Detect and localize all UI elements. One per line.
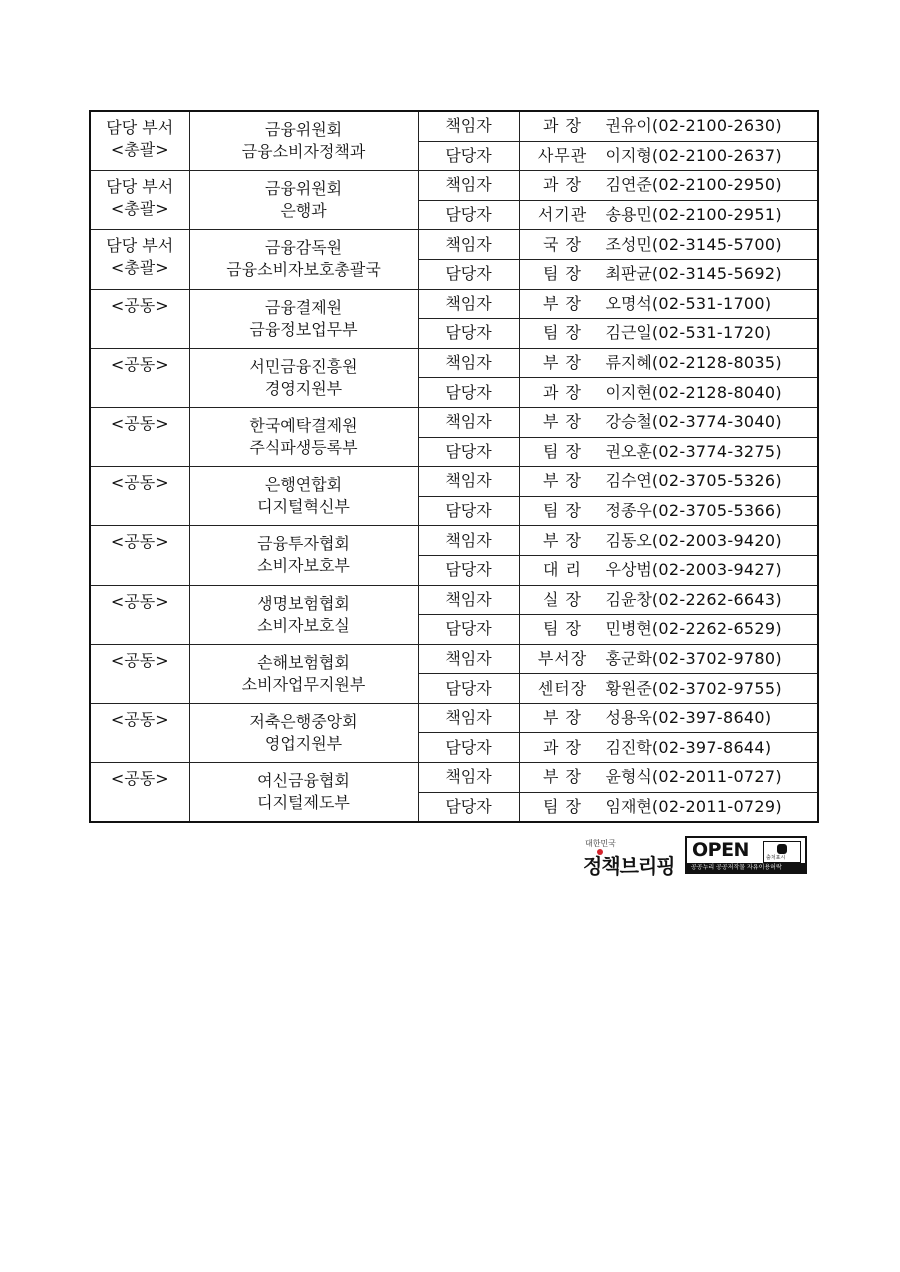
dept-line: 담당 부서 <box>106 177 174 197</box>
policy-briefing-logo <box>583 836 679 880</box>
person-phone: (02-2262-6643) <box>651 589 782 609</box>
org-line: 소비자보호실 <box>257 615 350 635</box>
role-cell: 담당자 <box>418 792 519 822</box>
org-cell <box>189 230 418 289</box>
dept-line: <총괄> <box>110 199 169 219</box>
person-phone: (02-3702-9780) <box>651 648 782 668</box>
person-cell <box>519 289 818 319</box>
role-cell: 책임자 <box>418 763 519 793</box>
table-row <box>90 526 818 556</box>
dept-line: <공동> <box>110 591 169 611</box>
person-cell <box>519 555 818 585</box>
org-line: 디지털혁신부 <box>257 497 350 517</box>
table-row <box>90 467 818 497</box>
person-phone: (02-2100-2950) <box>651 175 782 195</box>
person-cell <box>519 319 818 349</box>
attribution-box <box>763 841 801 863</box>
person-cell <box>519 200 818 230</box>
person-cell <box>519 763 818 793</box>
person-phone: (02-3705-5326) <box>651 471 782 491</box>
contact-table-body <box>90 111 818 822</box>
person-phone: (02-3702-9755) <box>651 678 782 698</box>
role-cell: 책임자 <box>418 230 519 260</box>
dept-cell <box>90 526 189 585</box>
person-cell <box>519 378 818 408</box>
org-line: 디지털제도부 <box>257 793 350 813</box>
dept-line: <공동> <box>110 295 169 315</box>
person-title: 과 장 <box>543 175 582 195</box>
person-name: 김연준 <box>605 175 652 195</box>
role-cell: 담당자 <box>418 555 519 585</box>
dept-line: <공동> <box>110 769 169 789</box>
person-cell <box>519 348 818 378</box>
contact-table <box>89 110 819 823</box>
role-cell: 담당자 <box>418 437 519 467</box>
org-line: 영업지원부 <box>264 733 343 753</box>
role-cell: 담당자 <box>418 733 519 763</box>
person-title: 팀 장 <box>543 501 582 521</box>
org-line: 생명보험협회 <box>257 593 350 613</box>
person-cell <box>519 674 818 704</box>
dept-cell <box>90 763 189 823</box>
person-cell <box>519 230 818 260</box>
role-cell: 담당자 <box>418 319 519 349</box>
person-title: 국 장 <box>543 234 582 254</box>
person-phone: (02-397-8644) <box>651 737 772 757</box>
org-line: 소비자보호부 <box>257 556 350 576</box>
dept-line: <공동> <box>110 354 169 374</box>
person-cell <box>519 526 818 556</box>
role-cell: 책임자 <box>418 703 519 733</box>
person-cell <box>519 615 818 645</box>
table-row <box>90 585 818 615</box>
table-row <box>90 703 818 733</box>
person-phone: (02-2003-9427) <box>651 560 782 580</box>
person-name: 김동오 <box>605 530 652 550</box>
role-cell: 책임자 <box>418 171 519 201</box>
org-line: 금융소비자보호총괄국 <box>226 260 381 280</box>
person-phone: (02-2011-0729) <box>651 796 782 816</box>
role-cell: 책임자 <box>418 644 519 674</box>
dept-line: <공동> <box>110 473 169 493</box>
person-title: 팀 장 <box>543 619 582 639</box>
role-cell: 담당자 <box>418 378 519 408</box>
person-name: 조성민 <box>605 234 652 254</box>
org-cell <box>189 289 418 348</box>
dept-line: <공동> <box>110 532 169 552</box>
person-phone: (02-2128-8040) <box>651 382 782 402</box>
person-name: 정종우 <box>605 501 652 521</box>
person-name: 이지현 <box>605 382 652 402</box>
person-name: 최판균 <box>605 264 652 284</box>
role-cell: 책임자 <box>418 526 519 556</box>
person-name: 강승철 <box>605 412 652 432</box>
dept-cell <box>90 467 189 526</box>
person-name: 윤형식 <box>605 767 652 787</box>
org-line: 주식파생등록부 <box>249 438 358 458</box>
org-line: 여신금융협회 <box>257 771 350 791</box>
person-phone: (02-2003-9420) <box>651 530 782 550</box>
person-name: 김진학 <box>605 737 652 757</box>
dept-line: 담당 부서 <box>106 118 174 137</box>
org-line: 금융정보업무부 <box>249 319 358 339</box>
person-phone: (02-3705-5366) <box>651 501 782 521</box>
role-cell: 책임자 <box>418 348 519 378</box>
person-title: 과 장 <box>543 737 582 757</box>
person-title: 서기관 <box>537 205 588 225</box>
role-cell: 담당자 <box>418 674 519 704</box>
person-name: 김근일 <box>605 323 652 343</box>
person-title: 부 장 <box>543 708 582 728</box>
person-title: 부 장 <box>543 293 582 313</box>
role-cell: 담당자 <box>418 200 519 230</box>
person-title: 부 장 <box>543 412 582 432</box>
person-cell <box>519 496 818 526</box>
org-cell <box>189 763 418 823</box>
person-cell <box>519 141 818 171</box>
dept-cell <box>90 111 189 171</box>
person-phone: (02-3774-3275) <box>651 441 782 461</box>
person-title: 팀 장 <box>543 441 582 461</box>
org-line: 금융위원회 <box>264 120 343 140</box>
person-title: 과 장 <box>543 116 582 136</box>
person-name: 성용욱 <box>605 708 652 728</box>
person-cell <box>519 467 818 497</box>
footer-logos <box>583 836 809 880</box>
person-cell <box>519 585 818 615</box>
org-cell <box>189 171 418 230</box>
role-cell: 책임자 <box>418 289 519 319</box>
person-cell <box>519 644 818 674</box>
person-cell <box>519 792 818 822</box>
org-line: 금융결제원 <box>264 297 343 317</box>
person-title: 부 장 <box>543 767 582 787</box>
person-phone: (02-2100-2630) <box>651 116 782 136</box>
person-phone: (02-2262-6529) <box>651 619 782 639</box>
person-cell <box>519 111 818 141</box>
open-badge-text: OPEN <box>692 839 749 861</box>
org-cell <box>189 111 418 171</box>
dept-cell <box>90 407 189 466</box>
role-cell: 담당자 <box>418 615 519 645</box>
attribution-label: 출처표시 <box>766 855 786 861</box>
person-name: 류지혜 <box>605 353 652 373</box>
person-title: 대 리 <box>543 560 582 580</box>
person-title: 부 장 <box>543 530 582 550</box>
person-title: 센터장 <box>537 678 588 698</box>
person-title: 부서장 <box>537 648 588 668</box>
person-cell <box>519 733 818 763</box>
person-name: 김윤창 <box>605 589 652 609</box>
person-cell <box>519 407 818 437</box>
dept-cell <box>90 703 189 762</box>
briefing-logo-text: 정책브리핑 <box>583 854 675 878</box>
role-cell: 책임자 <box>418 111 519 141</box>
role-cell: 책임자 <box>418 585 519 615</box>
open-badge-strip: 공공누리 공공저작물 자유이용허락 <box>687 863 805 872</box>
person-phone: (02-397-8640) <box>651 708 772 728</box>
role-cell: 책임자 <box>418 467 519 497</box>
org-line: 저축은행중앙회 <box>249 711 358 731</box>
person-name: 황원준 <box>605 678 652 698</box>
table-row <box>90 111 818 141</box>
dept-cell <box>90 585 189 644</box>
briefing-logo-small-text: 대한민국 <box>585 839 616 848</box>
dept-line: <공동> <box>110 413 169 433</box>
person-cell <box>519 437 818 467</box>
dept-cell <box>90 230 189 289</box>
dept-cell <box>90 171 189 230</box>
person-title: 팀 장 <box>543 323 582 343</box>
org-line: 한국예탁결제원 <box>249 416 358 436</box>
kogl-open-badge <box>685 836 807 874</box>
person-name: 권오훈 <box>605 441 652 461</box>
table-row <box>90 171 818 201</box>
table-row <box>90 230 818 260</box>
org-cell <box>189 467 418 526</box>
person-phone: (02-531-1700) <box>651 293 772 313</box>
person-title: 실 장 <box>543 589 582 609</box>
person-cell <box>519 171 818 201</box>
org-line: 소비자업무지원부 <box>241 674 366 694</box>
org-line: 금융투자협회 <box>257 534 350 554</box>
org-cell <box>189 585 418 644</box>
dept-cell <box>90 348 189 407</box>
org-cell <box>189 703 418 762</box>
org-cell <box>189 407 418 466</box>
org-line: 금융감독원 <box>264 238 343 258</box>
person-name: 이지형 <box>605 145 652 165</box>
person-cell <box>519 703 818 733</box>
person-phone: (02-531-1720) <box>651 323 772 343</box>
org-line: 금융위원회 <box>264 179 343 199</box>
person-icon <box>777 844 787 854</box>
person-phone: (02-3145-5692) <box>651 264 782 284</box>
person-title: 과 장 <box>543 382 582 402</box>
person-phone: (02-2128-8035) <box>651 353 782 373</box>
table-row <box>90 644 818 674</box>
org-line: 은행과 <box>280 201 327 221</box>
dept-cell <box>90 644 189 703</box>
table-row <box>90 407 818 437</box>
org-cell <box>189 348 418 407</box>
person-cell <box>519 259 818 289</box>
org-line: 은행연합회 <box>264 475 343 495</box>
person-name: 오명석 <box>605 293 652 313</box>
role-cell: 담당자 <box>418 141 519 171</box>
person-name: 우상범 <box>605 560 652 580</box>
person-name: 민병현 <box>605 619 652 639</box>
org-line: 서민금융진흥원 <box>249 356 358 376</box>
org-line: 금융소비자정책과 <box>241 142 366 162</box>
person-title: 팀 장 <box>543 264 582 284</box>
dept-line: <총괄> <box>110 258 169 278</box>
person-phone: (02-2100-2637) <box>651 145 782 165</box>
role-cell: 책임자 <box>418 407 519 437</box>
dept-line: <총괄> <box>110 140 169 159</box>
role-cell: 담당자 <box>418 496 519 526</box>
person-phone: (02-3774-3040) <box>651 412 782 432</box>
person-name: 임재현 <box>605 796 652 816</box>
org-line: 손해보험협회 <box>257 652 350 672</box>
person-title: 부 장 <box>543 353 582 373</box>
person-name: 권유이 <box>605 116 652 136</box>
table-row <box>90 348 818 378</box>
person-title: 팀 장 <box>543 796 582 816</box>
org-cell <box>189 644 418 703</box>
person-name: 김수연 <box>605 471 652 491</box>
person-name: 송용민 <box>605 205 652 225</box>
person-title: 사무관 <box>537 145 588 165</box>
table-row <box>90 289 818 319</box>
dept-cell <box>90 289 189 348</box>
dept-line: <공동> <box>110 709 169 729</box>
table-row <box>90 763 818 793</box>
role-cell: 담당자 <box>418 259 519 289</box>
org-line: 경영지원부 <box>264 378 343 398</box>
person-phone: (02-3145-5700) <box>651 234 782 254</box>
person-title: 부 장 <box>543 471 582 491</box>
dept-line: <공동> <box>110 650 169 670</box>
org-cell <box>189 526 418 585</box>
dept-line: 담당 부서 <box>106 236 174 256</box>
person-name: 홍군화 <box>605 648 652 668</box>
person-phone: (02-2100-2951) <box>651 205 782 225</box>
person-phone: (02-2011-0727) <box>651 767 782 787</box>
